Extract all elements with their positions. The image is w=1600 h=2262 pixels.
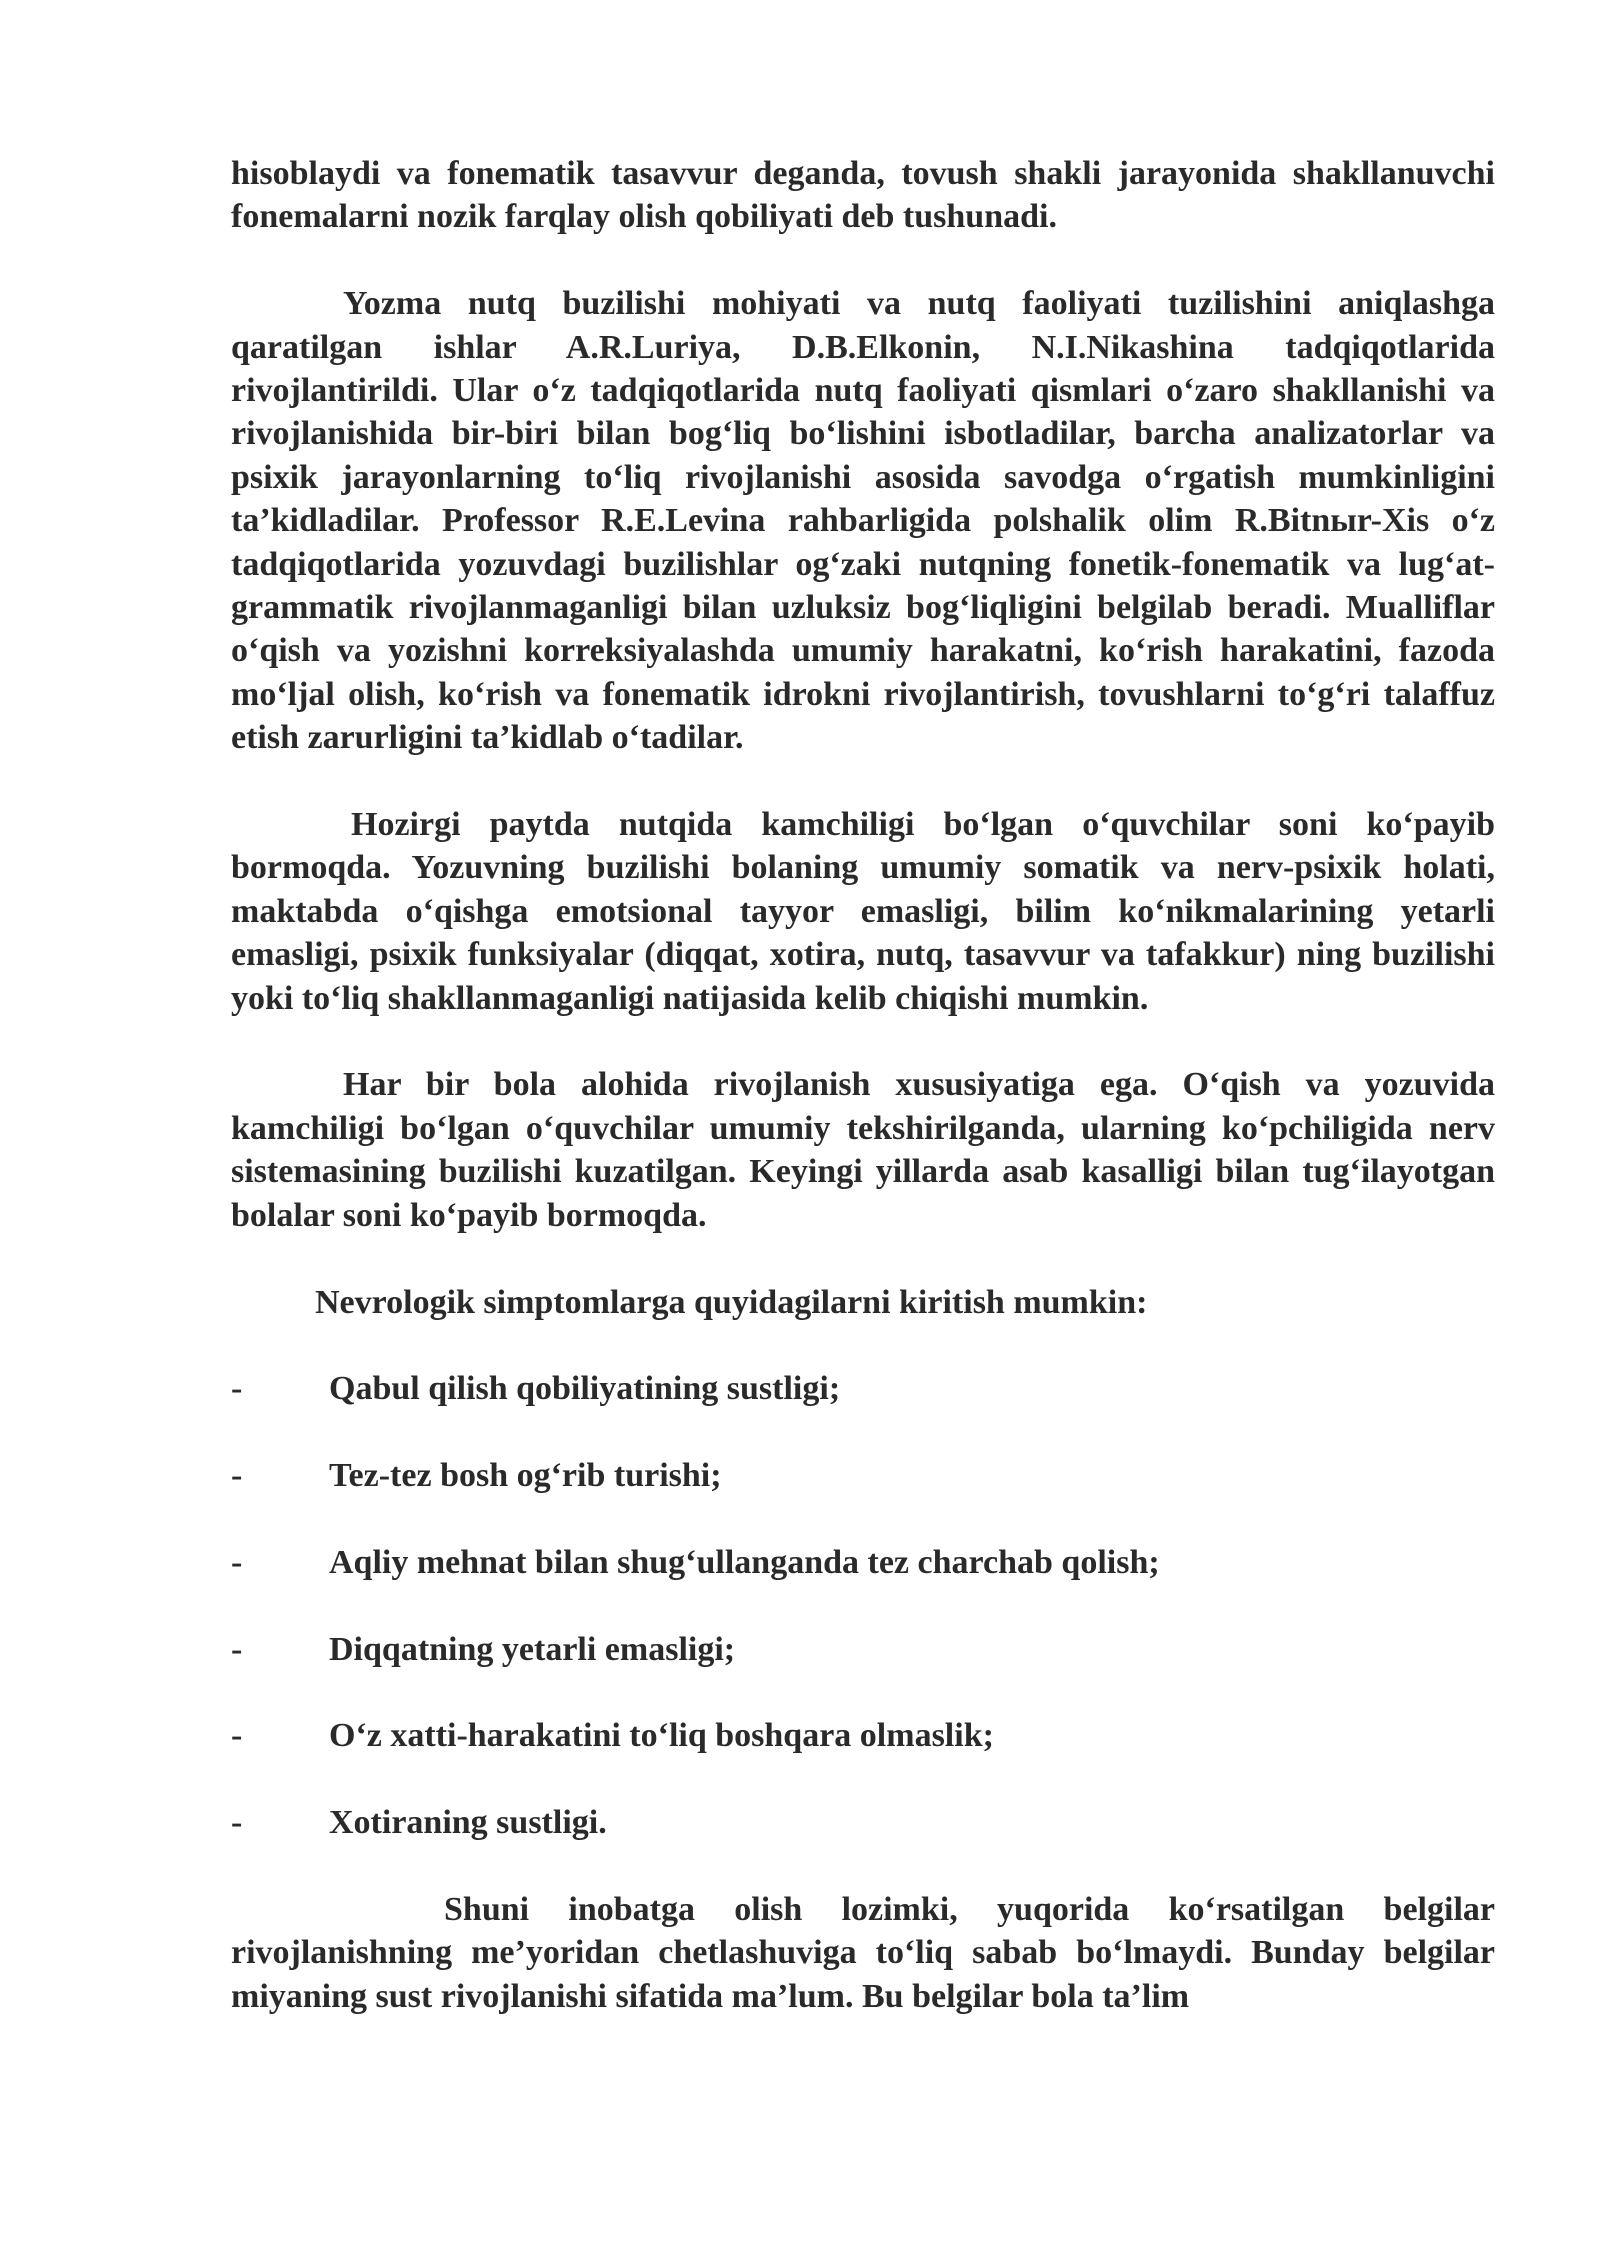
paragraph-spacer xyxy=(231,239,1495,282)
list-item xyxy=(231,1801,1495,1844)
list-item-text: Aqliy mehnat bilan shug‘ullanganda tez charchab qolish; xyxy=(329,1543,1160,1581)
list-item-text: Qabul qilish qobiliyatining sustligi; xyxy=(329,1370,841,1408)
list-item-text: Diqqatning yetarli emasligi; xyxy=(329,1630,736,1668)
paragraph-spacer xyxy=(231,1324,1495,1367)
list-item-text: Tez-tez bosh og‘rib turishi; xyxy=(329,1457,722,1495)
paragraph-continuation: hisoblaydi va fonematik tasavvur deganda, tovush shakli jarayonida shakllanuvchi fonemalarni nozik farqlay olish qobiliyati deb tushunadi. xyxy=(231,155,1495,236)
paragraph-spacer xyxy=(231,1237,1495,1280)
list-marker: - xyxy=(231,1804,243,1842)
paragraph-development: Har bir bola alohida rivojlanish xususiyatiga ega. O‘qish va yozuvida kamchiligi bo‘lgan o‘quvchilar umumiy tekshirilganda, ularning ko‘pchiligida nerv sistemasining buzilishi kuzatilgan. Keyingi yillarda asab kasalligi bilan tug‘ilayotgan bolalar soni ko‘payib bormoqda. xyxy=(231,1066,1495,1234)
document-page xyxy=(231,152,1495,2018)
list-item-text: O‘z xatti-harakatini to‘liq boshqara olmaslik; xyxy=(329,1717,994,1755)
list-item xyxy=(231,1541,1495,1584)
paragraph-conclusion: Shuni inobatga olish lozimki, yuqorida ko‘rsatilgan belgilar rivojlanishning me’yoridan chetlashuviga to‘liq sabab bo‘lmaydi. Bunday belgilar miyaning sust rivojlanishi sifatida ma’lum. Bu belgilar bola ta’lim xyxy=(231,1890,1495,2015)
list-marker: - xyxy=(231,1717,243,1755)
list-marker: - xyxy=(231,1630,243,1668)
paragraph-spacer xyxy=(231,760,1495,803)
paragraph-current-state: Hozirgi paytda nutqida kamchiligi bo‘lgan o‘quvchilar soni ko‘payib bormoqda. Yozuvning buzilishi bolaning umumiy somatik va nerv-psixik holati, maktabda o‘qishga emotsional tayyor emasligi, bilim ko‘nikmalarining yetarli emasligi, psixik funksiyalar (diqqat, xotira, nutq, tasavvur va tafakkur) ning buzilishi yoki to‘liq shakllanmaganligi natijasida kelib chiqishi mumkin. xyxy=(231,806,1495,1017)
paragraph-written-speech: Yozma nutq buzilishi mohiyati va nutq faoliyati tuzilishini aniqlashga qaratilgan ishlar A.R.Luriya, D.B.Elkonin, N.I.Nikashina tadqiqotlarida rivojlantirildi. Ular o‘z tadqiqotlarida nutq faoliyati qismlari o‘zaro shakllanishi va rivojlanishida bir-biri bilan bog‘liq bo‘lishini isbotladilar, barcha analizatorlar va psixik jarayonlarning to‘liq rivojlanishi asosida savodga o‘rgatish mumkinligini ta’kidladilar. Professor R.E.Levina rahbarligida polshalik olim R.Bitnыr-Xis o‘z tadqiqotlarida yozuvdagi buzilishlar og‘zaki nutqning fonetik-fonematik va lug‘at-grammatik rivojlanmaganligi bilan uzluksiz bog‘liqligini belgilab beradi. Mualliflar o‘qish va yozishni korreksiyalashda umumiy harakatni, ko‘rish harakatini, fazoda mo‘ljal olish, ko‘rish va fonematik idrokni rivojlantirish, tovushlarni to‘g‘ri talaffuz etish zarurligini ta’kidlab o‘tadilar. xyxy=(231,285,1495,757)
list-item xyxy=(231,1367,1495,1410)
symptom-list xyxy=(231,1367,1495,1844)
list-marker: - xyxy=(231,1543,243,1581)
list-item-text: Xotiraning sustligi. xyxy=(329,1804,607,1842)
list-item xyxy=(231,1454,1495,1497)
list-item xyxy=(231,1628,1495,1671)
paragraph-spacer xyxy=(231,1020,1495,1063)
list-item xyxy=(231,1714,1495,1757)
paragraph-list-intro: Nevrologik simptomlarga quyidagilarni kiritish mumkin: xyxy=(315,1283,1148,1321)
list-marker: - xyxy=(231,1370,243,1408)
list-marker: - xyxy=(231,1457,243,1495)
